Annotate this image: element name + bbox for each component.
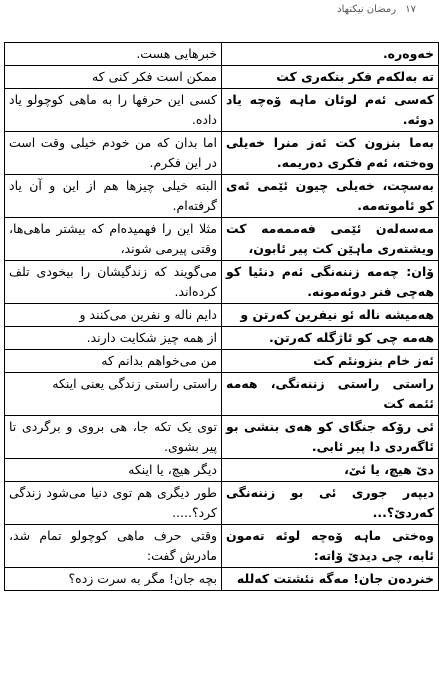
table-row xyxy=(5,482,439,525)
persian-text-cell: راستی راستی زندگی یعنی اینکه xyxy=(5,373,222,416)
page-number: ۱۷ xyxy=(405,4,416,15)
persian-text-cell: خبرهایی هست. xyxy=(5,43,222,66)
persian-text-cell: از همه چیز شکایت دارند. xyxy=(5,327,222,350)
persian-text-cell: ممکن است فکر کنی که xyxy=(5,66,222,89)
kurdish-text-cell: دێ هیچ، یا ئێ، xyxy=(222,459,439,482)
table-row xyxy=(5,350,439,373)
kurdish-text-cell: مەسەلەن ئێمی فەممەمە کت ویشتەری ماہێن کت پیر ئابون، xyxy=(222,218,439,261)
persian-text-cell: وقتی حرف ماهی کوچولو تمام شد، مادرش گفت: xyxy=(5,525,222,568)
persian-text-cell: دایم ناله و نفرین می‌کنند و xyxy=(5,304,222,327)
bilingual-text-table xyxy=(4,42,439,591)
table-row xyxy=(5,66,439,89)
table-row xyxy=(5,218,439,261)
persian-text-cell: کسی این حرفها را به ماهی کوچولو یاد داده. xyxy=(5,89,222,132)
kurdish-text-cell: هەمیشە نالە ئو نیفرین کەرتن و xyxy=(222,304,439,327)
persian-text-cell: مثلا این را فهمیده‌ام که بیشتر ماهی‌ها، وقتی پیرمی شوند، xyxy=(5,218,222,261)
table-row xyxy=(5,568,439,591)
kurdish-text-cell: خەوەرە. xyxy=(222,43,439,66)
page-header-title: رمضان نیکنهاد xyxy=(337,4,397,15)
table-row xyxy=(5,89,439,132)
table-row xyxy=(5,459,439,482)
table-row xyxy=(5,43,439,66)
table-row xyxy=(5,327,439,350)
page-header xyxy=(8,4,416,24)
kurdish-text-cell: ۆان: چەمە زننەنگی ئەم دنئیا کو هەچی فنر دوئەمونە. xyxy=(222,261,439,304)
kurdish-text-cell: هەمە چی کو ئاژگلە کەرتن. xyxy=(222,327,439,350)
table-row xyxy=(5,304,439,327)
kurdish-text-cell: ئی رۆکە جنگای کو هەی بنشی بو ئاگەردی دا پیر ئابی. xyxy=(222,416,439,459)
kurdish-text-cell: کەسی ئەم لوئان ماہە ۆەچە یاد دوئە. xyxy=(222,89,439,132)
persian-text-cell: بچه جان! مگر به سرت زده؟ xyxy=(5,568,222,591)
persian-text-cell: می‌گویند که زندگیشان را بیخودی تلف کرده‌اند. xyxy=(5,261,222,304)
table-row xyxy=(5,373,439,416)
kurdish-text-cell: راستی راستی زننەنگی، هەمە ئئمە کت xyxy=(222,373,439,416)
kurdish-text-cell: دیپەر جوری ئی بو زننەنگی کەردێ؟... xyxy=(222,482,439,525)
persian-text-cell: البته خیلی چیزها هم از این و آن یاد گرفته‌ام. xyxy=(5,175,222,218)
table-row xyxy=(5,416,439,459)
persian-text-cell: من می‌خواهم بدانم که xyxy=(5,350,222,373)
kurdish-text-cell: تە بەلکەم فکر بنکەری کت xyxy=(222,66,439,89)
persian-text-cell: اما بدان که من خودم خیلی وقت است در این فکرم. xyxy=(5,132,222,175)
persian-text-cell: توی یک تکه جا، هی بروی و برگردی تا پیر بشوی. xyxy=(5,416,222,459)
table-row xyxy=(5,525,439,568)
persian-text-cell: طور دیگری هم توی دنیا می‌شود زندگی کرد؟..... xyxy=(5,482,222,525)
kurdish-text-cell: بەسچت، خەیلی چیون ئێمی ئەی کو ئاموتەمە. xyxy=(222,175,439,218)
table-row xyxy=(5,175,439,218)
kurdish-text-cell: وەختی ماہە ۆەچە لوئە تەمون ئابە، چی دیدێ ۆاتە: xyxy=(222,525,439,568)
kurdish-text-cell: بەما بنزون کت ئەز منرا خەیلی وەختە، ئەم فکری دەریمە. xyxy=(222,132,439,175)
kurdish-text-cell: خنردەن جان! مەگە نئشتت کەللە xyxy=(222,568,439,591)
table-row xyxy=(5,132,439,175)
kurdish-text-cell: ئەز خام بنزونئم کت xyxy=(222,350,439,373)
persian-text-cell: دیگر هیچ، یا اینکه xyxy=(5,459,222,482)
table-row xyxy=(5,261,439,304)
